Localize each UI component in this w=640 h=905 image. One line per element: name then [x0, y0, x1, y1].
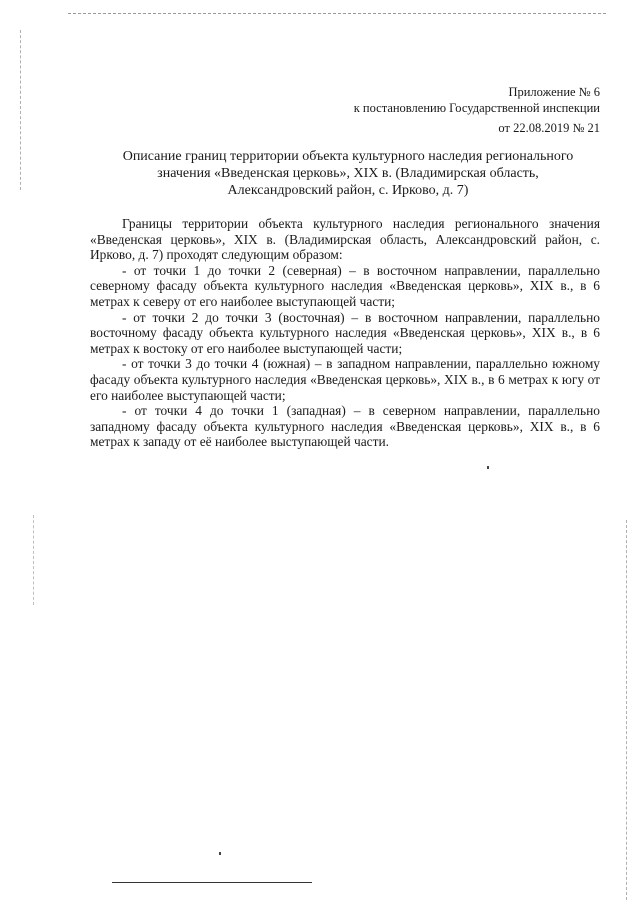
boundary-description — [90, 216, 600, 450]
title-line-3: Александровский район, с. Ирково, д. 7) — [227, 183, 469, 198]
appendix-number: Приложение № 6 — [508, 85, 600, 99]
appendix-decree: к постановлению Государственной инспекции — [353, 101, 600, 115]
scan-edge-right — [626, 520, 627, 900]
title-line-1: Описание границ территории объекта культурного наследия регионального — [122, 149, 574, 164]
document-title — [96, 148, 600, 199]
boundary-segment-1-2: - от точки 1 до точки 2 (северная) – в восточном направлении, параллельно северному фасаду объекта культурного наследия «Введенская церковь», XIX в., в 6 метрах к северу от его наиболее выступающей части; — [90, 262, 600, 309]
appendix-date: от 22.08.2019 № 21 — [498, 121, 600, 135]
scan-edge-left-lower — [33, 515, 34, 605]
boundary-segment-4-1: - от точки 4 до точки 1 (западная) – в северном направлении, параллельно западному фасаду объекта культурного наследия «Введенская церковь», XIX в., в 6 метрах к западу от её наиболее выступающей части. — [90, 403, 600, 450]
scan-speck — [487, 466, 489, 469]
footer-rule — [112, 882, 312, 883]
boundary-segment-3-4: - от точки 3 до точки 4 (южная) – в западном направлении, параллельно южному фасаду объекта культурного наследия «Введенская церковь», XIX в., в 6 метрах к югу от его наиболее выступающей части; — [90, 356, 600, 403]
boundary-segment-2-3: - от точки 2 до точки 3 (восточная) – в восточном направлении, параллельно восточному фасаду объекта культурного наследия «Введенская церковь», XIX в., в 6 метрах к востоку от его наиболее выступающей части; — [90, 309, 600, 356]
intro-paragraph: Границы территории объекта культурного наследия регионального значения «Введенская церковь», XIX в. (Владимирская область, Александровский район, с. Ирково, д. 7) проходят следующим образом: — [90, 216, 600, 263]
scan-edge-left — [20, 30, 21, 190]
title-line-2: значения «Введенская церковь», XIX в. (Владимирская область, — [157, 166, 539, 181]
scan-edge-top — [68, 13, 606, 14]
scan-speck — [219, 852, 221, 855]
